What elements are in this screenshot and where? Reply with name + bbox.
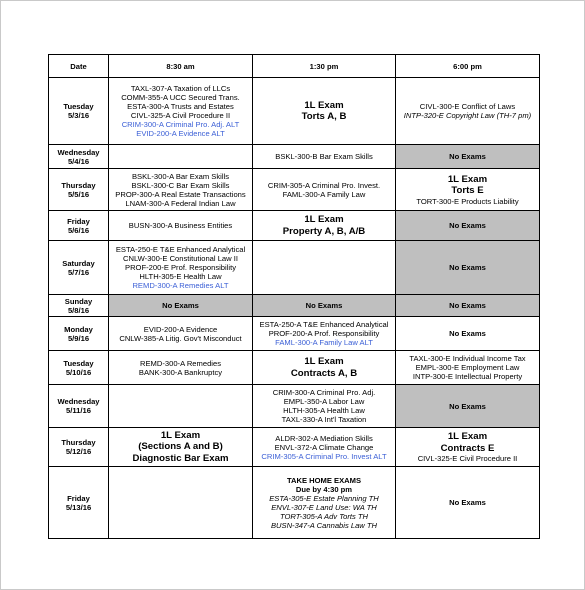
exam-line: COMM-355-A UCC Secured Trans.: [121, 93, 240, 102]
table-row: [49, 385, 540, 428]
exam-line: TAXL-330-A Int'l Taxation: [281, 415, 367, 424]
slot-600pm-cell: [396, 241, 540, 295]
exam-line: FAML-300-A Family Law: [282, 189, 366, 199]
exam-line: REMD-300-A Remedies ALT: [132, 281, 229, 290]
table-row: [49, 467, 540, 539]
exam-line: 1L Exam: [160, 429, 201, 441]
exam-line: 1L Exam: [304, 356, 344, 367]
date-cell: [49, 385, 109, 428]
exam-line: CRIM-305-A Criminal Pro. Invest ALT: [261, 451, 387, 461]
exam-line: PROP-300-A Real Estate Transactions: [115, 189, 246, 199]
date-cell: [49, 241, 109, 295]
slot-600pm-cell: [396, 295, 540, 317]
exam-line: 1L Exam: [304, 99, 344, 111]
exam-line: CIVL-325-E Civil Procedure II: [417, 454, 518, 463]
slot-130pm-cell: [253, 211, 396, 241]
date-cell: [49, 467, 109, 539]
exam-line: HLTH-305-A Health Law: [283, 406, 365, 415]
slot-130pm-cell: [253, 351, 396, 385]
slot-130pm-cell: [253, 385, 396, 428]
exam-line: ESTA-250-A T&E Enhanced Analytical: [259, 320, 389, 329]
table-row: [49, 169, 540, 211]
exam-line: CNLW-385-A Litig. Gov't Misconduct: [119, 333, 242, 343]
exam-line: FAML-300-A Family Law ALT: [275, 338, 373, 347]
slot-830am-cell: [109, 169, 253, 211]
weekday-label: Tuesday: [63, 102, 94, 111]
exam-line: Contracts E: [440, 442, 495, 454]
table-row: [49, 78, 540, 145]
slot-600pm-cell: [396, 351, 540, 385]
slot-830am-cell: [109, 211, 253, 241]
slot-600pm-cell: [396, 317, 540, 351]
exam-line: ENVL-372-A Climate Change: [274, 442, 374, 452]
exam-line: Due by 4:30 pm: [295, 484, 353, 494]
date-cell: [49, 351, 109, 385]
table-row: [49, 428, 540, 467]
exam-line: LNAM-300-A Federal Indian Law: [125, 198, 236, 208]
exam-line: Diagnostic Bar Exam: [132, 452, 229, 464]
exam-line: CIVL-300-E Conflict of Laws: [419, 102, 516, 111]
exam-line: 1L Exam: [304, 214, 344, 225]
exam-line: No Exams: [162, 301, 199, 310]
exam-line: EMPL-300-E Employment Law: [415, 363, 520, 372]
exam-line: BUSN-347-A Cannabis Law TH: [270, 520, 378, 530]
exam-line: INTP-300-E Intellectual Property: [412, 372, 523, 381]
date-label: 5/5/16: [67, 189, 90, 199]
slot-130pm-cell: [253, 145, 396, 169]
exam-line: CIVL-325-A Civil Procedure II: [130, 111, 231, 120]
exam-line: CRIM-305-A Criminal Pro. Invest.: [267, 180, 381, 190]
exam-line: CRIM-300-A Criminal Pro. Adj.: [272, 388, 376, 397]
slot-830am-cell: [109, 78, 253, 145]
table-row: [49, 211, 540, 241]
slot-130pm-cell: [253, 241, 396, 295]
exam-line: TAKE HOME EXAMS: [286, 475, 362, 485]
date-label: 5/4/16: [67, 156, 90, 166]
exam-line: ESTA-250-E T&E Enhanced Analytical: [115, 245, 246, 254]
date-label: 5/13/16: [65, 502, 92, 512]
exam-line: BUSN-300-A Business Entities: [128, 221, 233, 230]
slot-130pm-cell: [253, 169, 396, 211]
exam-line: TORT-300-E Products Liability: [416, 196, 519, 206]
exam-line: HLTH-305-E Health Law: [139, 272, 222, 281]
header-130pm: 1:30 pm: [253, 55, 396, 78]
exam-line: No Exams: [449, 301, 486, 310]
date-cell: [49, 295, 109, 317]
slot-600pm-cell: [396, 211, 540, 241]
slot-600pm-cell: [396, 145, 540, 169]
slot-830am-cell: [109, 241, 253, 295]
exam-line: No Exams: [449, 221, 486, 230]
exam-line: TORT-305-A Adv Torts TH: [279, 511, 369, 521]
slot-130pm-cell: [253, 78, 396, 145]
exam-line: EVID-200-A Evidence ALT: [136, 129, 225, 138]
date-cell: [49, 211, 109, 241]
exam-line: (Sections A and B): [138, 441, 223, 453]
exam-line: ESTA-305-E Estate Planning TH: [269, 493, 379, 503]
header-830am: 8:30 am: [109, 55, 253, 78]
table-row: [49, 241, 540, 295]
table-row: [49, 145, 540, 169]
slot-130pm-cell: [253, 428, 396, 467]
exam-line: 1L Exam: [447, 173, 488, 185]
date-cell: [49, 145, 109, 169]
exam-line: BSKL-300-B Bar Exam Skills: [275, 152, 373, 161]
header-date: Date: [49, 55, 109, 78]
exam-line: BSKL-300-A Bar Exam Skills: [131, 171, 230, 181]
exam-line: REMD-300-A Remedies: [139, 358, 222, 368]
slot-830am-cell: [109, 385, 253, 428]
exam-line: No Exams: [449, 152, 486, 161]
date-label: 5/12/16: [65, 447, 92, 456]
exam-line: EVID-200-A Evidence: [143, 324, 218, 334]
weekday-label: Thursday: [61, 438, 96, 447]
slot-830am-cell: [109, 467, 253, 539]
header-600pm: 6:00 pm: [396, 55, 540, 78]
table-row: [49, 317, 540, 351]
exam-line: INTP-320-E Copyright Law (TH-7 pm): [403, 111, 532, 120]
exam-line: No Exams: [449, 329, 486, 338]
date-cell: [49, 317, 109, 351]
exam-line: PROF-200-A Prof. Responsibility: [268, 329, 380, 338]
date-label: 5/11/16: [66, 406, 91, 415]
weekday-label: Monday: [64, 324, 93, 334]
slot-130pm-cell: [253, 467, 396, 539]
exam-line: BANK-300-A Bankruptcy: [138, 367, 223, 377]
exam-line: TAXL-300-E Individual Income Tax: [409, 354, 526, 363]
exam-line: PROF-200-E Prof. Responsibility: [125, 263, 236, 272]
date-label: 5/7/16: [67, 267, 90, 277]
date-label: 5/8/16: [67, 305, 90, 315]
date-label: 5/10/16: [65, 367, 92, 377]
slot-600pm-cell: [396, 78, 540, 145]
weekday-label: Tuesday: [63, 358, 94, 368]
header-row: [49, 55, 540, 78]
exam-line: CRIM-300-A Criminal Pro. Adj. ALT: [121, 120, 240, 129]
date-cell: [49, 169, 109, 211]
exam-line: ESTA-300-A Trusts and Estates: [127, 102, 234, 111]
exam-line: TAXL-307-A Taxation of LLCs: [130, 84, 231, 93]
weekday-label: Thursday: [61, 180, 96, 190]
exam-line: No Exams: [449, 263, 486, 272]
date-cell: [49, 78, 109, 145]
weekday-label: Friday: [67, 493, 90, 503]
date-label: 5/3/16: [67, 111, 90, 120]
exam-line: EMPL-350-A Labor Law: [283, 397, 365, 406]
slot-830am-cell: [109, 295, 253, 317]
exam-line: ENVL-307-E Land Use: WA TH: [271, 502, 377, 512]
slot-600pm-cell: [396, 385, 540, 428]
weekday-label: Sunday: [64, 296, 93, 306]
exam-line: 1L Exam: [447, 431, 488, 442]
exam-line: BSKL-300-C Bar Exam Skills: [131, 180, 230, 190]
date-label: 5/6/16: [67, 225, 90, 235]
slot-830am-cell: [109, 428, 253, 467]
slot-830am-cell: [109, 145, 253, 169]
exam-line: ALDR-302-A Mediation Skills: [275, 433, 373, 443]
exam-line: Torts A, B: [301, 111, 347, 122]
exam-line: Contracts A, B: [290, 367, 358, 379]
date-cell: [49, 428, 109, 467]
weekday-label: Saturday: [62, 258, 95, 268]
slot-600pm-cell: [396, 169, 540, 211]
exam-line: Property A, B, A/B: [282, 225, 366, 237]
slot-830am-cell: [109, 317, 253, 351]
date-label: 5/9/16: [67, 333, 90, 343]
exam-line: Torts E: [451, 185, 484, 196]
slot-600pm-cell: [396, 467, 540, 539]
weekday-label: Friday: [67, 216, 90, 226]
slot-130pm-cell: [253, 295, 396, 317]
exam-line: No Exams: [449, 401, 486, 411]
slot-600pm-cell: [396, 428, 540, 467]
exam-line: No Exams: [449, 498, 486, 507]
exam-line: CNLW-300-E Constitutional Law II: [123, 254, 238, 263]
slot-130pm-cell: [253, 317, 396, 351]
exam-schedule-table: [48, 54, 540, 539]
slot-830am-cell: [109, 351, 253, 385]
weekday-label: Wednesday: [57, 397, 100, 406]
exam-line: No Exams: [305, 301, 343, 310]
schedule-body: [49, 78, 540, 539]
weekday-label: Wednesday: [57, 147, 100, 157]
table-row: [49, 351, 540, 385]
table-row: [49, 295, 540, 317]
